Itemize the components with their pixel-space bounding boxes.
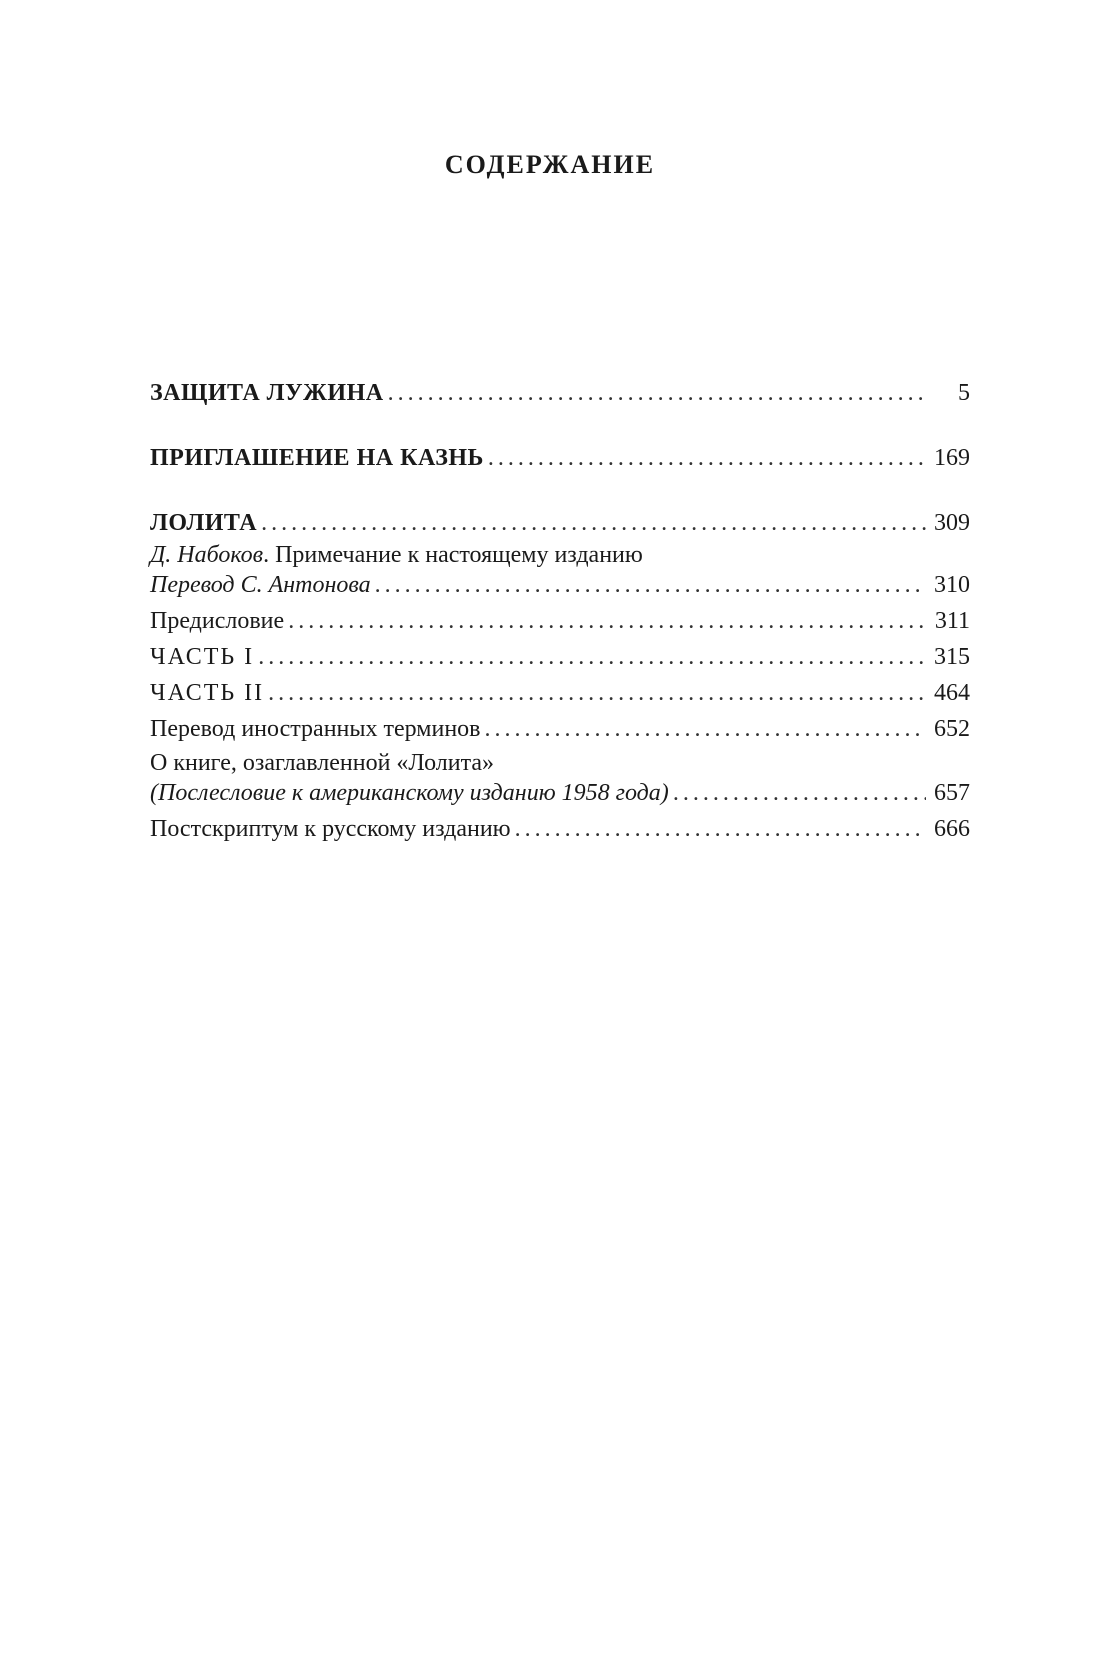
toc-entry-title: ЧАСТЬ I: [150, 644, 255, 670]
toc-entry-page: 5: [958, 380, 970, 406]
toc-entry-title: (Послесловие к американскому изданию 1958 года): [150, 780, 669, 806]
toc-entry-page: 652: [934, 716, 970, 742]
toc-entry-afterword[interactable]: [150, 778, 970, 808]
toc-note-author: Д. Набоков: [150, 542, 264, 568]
toc-entry-page: 666: [934, 816, 970, 842]
dot-leader: [673, 778, 926, 808]
toc-entry-page: 657: [934, 780, 970, 806]
dot-leader: [375, 570, 926, 600]
toc-entry-invitation[interactable]: [150, 443, 970, 473]
toc-entry-terms[interactable]: [150, 714, 970, 744]
toc-entry-page: 169: [934, 445, 970, 471]
toc-entry-part2[interactable]: [150, 678, 970, 708]
toc-note-heading: [150, 540, 643, 570]
toc-entry-note[interactable]: [150, 570, 970, 600]
toc-entry-page: 310: [934, 572, 970, 598]
toc-entry-part1[interactable]: [150, 642, 970, 672]
toc-entry-page: 311: [934, 608, 970, 634]
toc-entry-title: ЗАЩИТА ЛУЖИНА: [150, 380, 384, 406]
toc-entry-postscript[interactable]: [150, 814, 970, 844]
dot-leader: [388, 378, 926, 408]
toc-entry-title: Постскриптум к русскому изданию: [150, 816, 511, 842]
toc-entry-title: ЧАСТЬ II: [150, 680, 265, 706]
dot-leader: [268, 678, 926, 708]
toc-entry-title: ПРИГЛАШЕНИЕ НА КАЗНЬ: [150, 445, 484, 471]
dot-leader: [488, 443, 926, 473]
toc-entry-page: 309: [934, 510, 970, 536]
toc-entry-title: ЛОЛИТА: [150, 510, 258, 536]
toc-entry-preface[interactable]: [150, 606, 970, 636]
page-title: СОДЕРЖАНИЕ: [444, 150, 656, 179]
dot-leader: [261, 508, 926, 538]
toc-afterword-heading: О книге, озаглавленной «Лолита»: [150, 750, 495, 776]
toc-entry-title: Предисловие: [150, 608, 285, 634]
toc-entry-title: Перевод иностранных терминов: [150, 716, 481, 742]
toc-entry-page: 315: [934, 644, 970, 670]
dot-leader: [515, 814, 926, 844]
toc-entry-luzhin[interactable]: [150, 378, 970, 408]
dot-leader: [485, 714, 927, 744]
toc-entry-page: 464: [934, 680, 970, 706]
dot-leader: [288, 606, 926, 636]
toc-entry-lolita[interactable]: [150, 508, 970, 538]
toc-entry-title: Перевод С. Антонова: [150, 572, 371, 598]
dot-leader: [258, 642, 926, 672]
toc-note-text: . Примечание к настоящему изданию: [263, 542, 643, 568]
